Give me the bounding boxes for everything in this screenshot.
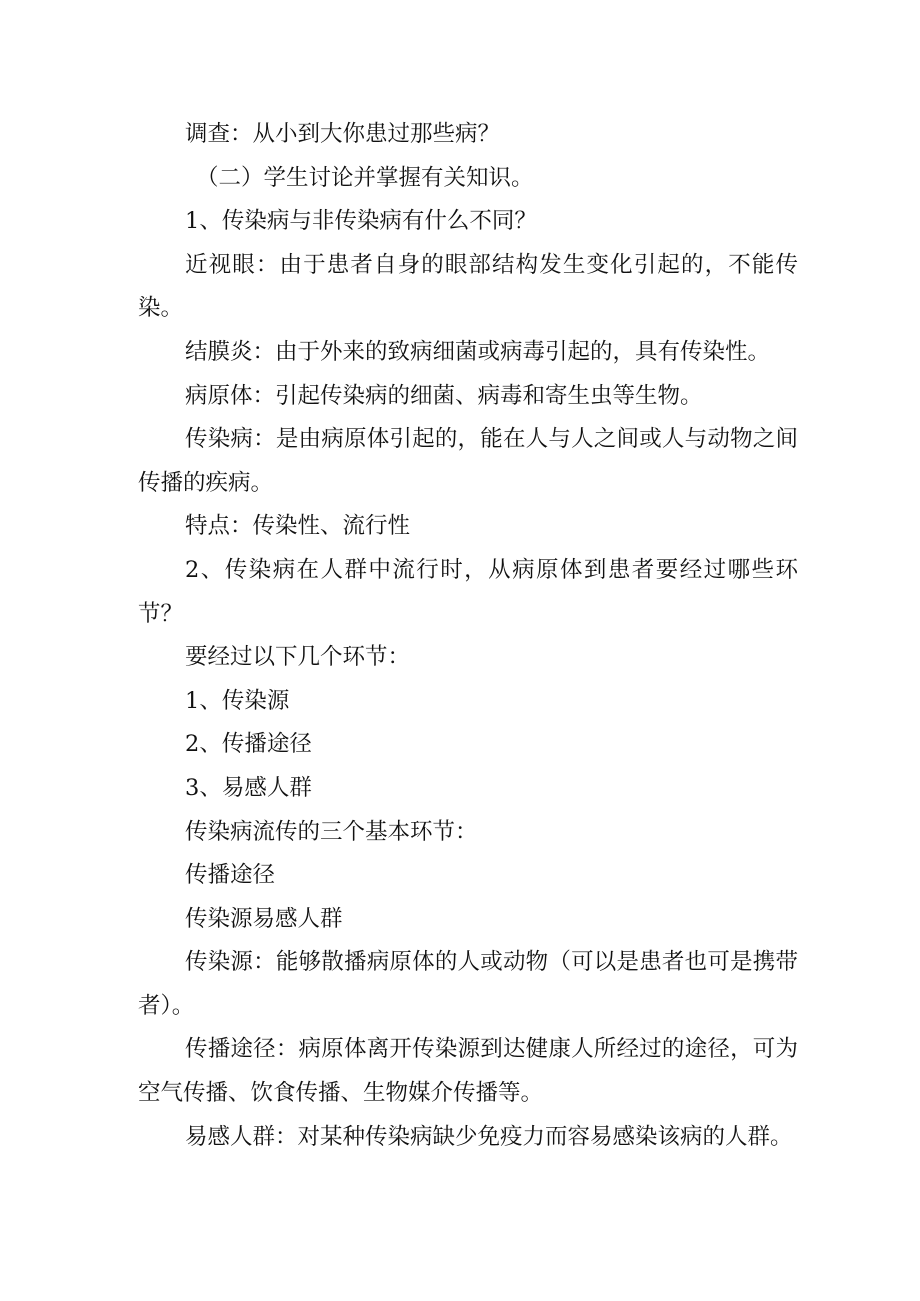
paragraph-route-heading: 传播途径: [185, 862, 276, 889]
paragraph-three-stages: 传染病流传的三个基本环节：: [185, 818, 478, 845]
paragraph-question-two: 2、传染病在人群中流行时，从病原体到患者要经过哪些环节？: [138, 556, 798, 627]
list-item-route: 2、传播途径: [185, 731, 312, 758]
paragraph-infectious-disease: 传染病：是由病原体引起的，能在人与人之间或人与动物之间传播的疾病。: [138, 426, 798, 496]
paragraph-conjunctivitis: 结膜炎：由于外来的致病细菌或病毒引起的，具有传染性。: [185, 338, 771, 365]
paragraph-susceptible-definition: 易感人群：对某种传染病缺少免疫力而容易感染该病的人群。: [185, 1123, 793, 1150]
paragraph-question-one: 1、传染病与非传染病有什么不同？: [185, 208, 537, 235]
paragraph-stages-intro: 要经过以下几个环节：: [185, 644, 411, 671]
document-body: [138, 113, 798, 1159]
paragraph-pathogen: 病原体：引起传染病的细菌、病毒和寄生虫等生物。: [185, 382, 703, 409]
paragraph-features: 特点：传染性、流行性: [185, 513, 411, 540]
list-item-susceptible: 3、易感人群: [185, 774, 312, 801]
list-item-source: 1、传染源: [185, 687, 290, 714]
paragraph-route-definition: 传播途径：病原体离开传染源到达健康人所经过的途径，可为空气传播、饮食传播、生物媒介传播等。: [138, 1036, 798, 1107]
paragraph-source-susceptible: 传染源易感人群: [185, 905, 343, 932]
paragraph-source-definition: 传染源：能够散播病原体的人或动物（可以是患者也可是携带者）。: [138, 949, 798, 1019]
paragraph-myopia: 近视眼：由于患者自身的眼部结构发生变化引起的，不能传染。: [138, 251, 798, 322]
paragraph-survey: 调查：从小到大你患过那些病？: [185, 121, 501, 147]
paragraph-section-two: （二）学生讨论并掌握有关知识。: [196, 164, 534, 191]
